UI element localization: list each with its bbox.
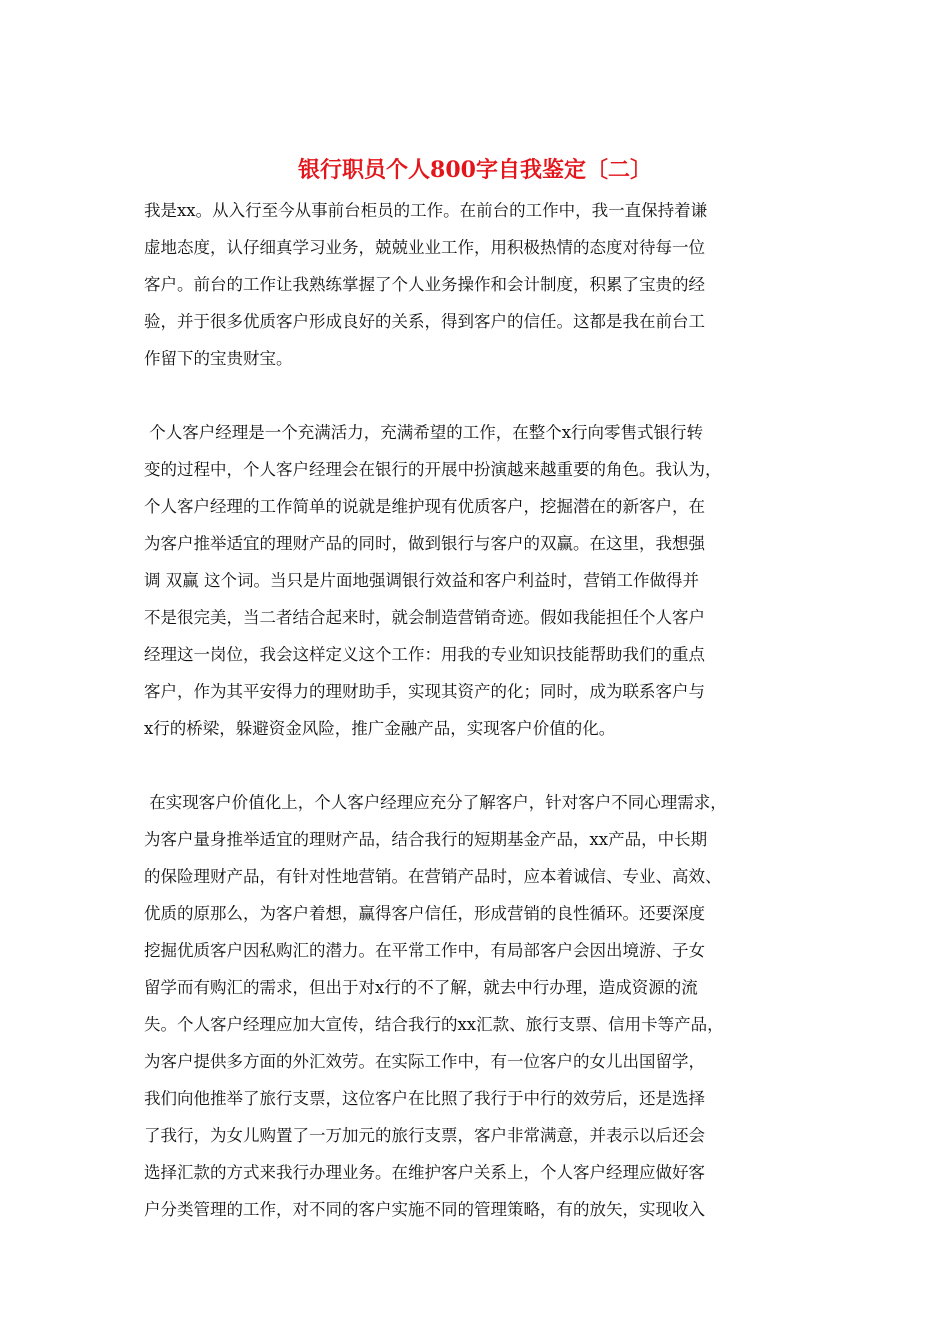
text-line: 个人客户经理是一个充满活力，充满希望的工作，在整个x行向零售式银行转 — [144, 423, 704, 442]
paragraph — [144, 784, 824, 1228]
paragraph-gap — [144, 747, 824, 784]
text-line: 我们向他推举了旅行支票，这位客户在比照了我行于中行的效劳后，还是选择 — [144, 1089, 705, 1108]
text-line: 优质的原那么，为客户着想，赢得客户信任，形成营销的良性循环。还要深度 — [144, 904, 705, 923]
text-line: 了我行，为女儿购置了一万加元的旅行支票，客户非常满意，并表示以后还会 — [144, 1126, 705, 1145]
text-line: 选择汇款的方式来我行办理业务。在维护客户关系上，个人客户经理应做好客 — [144, 1163, 705, 1182]
text-line: 虚地态度，认仔细真学习业务，兢兢业业工作，用积极热情的态度对待每一位 — [144, 238, 705, 257]
text-line: 作留下的宝贵财宝。 — [144, 349, 293, 368]
text-line: 客户。前台的工作让我熟练掌握了个人业务操作和会计制度，积累了宝贵的经 — [144, 275, 705, 294]
text-line: 我是xx。从入行至今从事前台柜员的工作。在前台的工作中，我一直保持着谦 — [144, 201, 708, 220]
paragraph — [144, 192, 824, 377]
text-line: 验，并于很多优质客户形成良好的关系，得到客户的信任。这都是我在前台工 — [144, 312, 705, 331]
text-line: 客户，作为其平安得力的理财助手，实现其资产的化；同时，成为联系客户与 — [144, 682, 705, 701]
text-line: 的保险理财产品，有针对性地营销。在营销产品时，应本着诚信、专业、高效、 — [144, 867, 722, 886]
text-line: 留学而有购汇的需求，但出于对x行的不了解，就去中行办理，造成资源的流 — [144, 978, 698, 997]
text-line: x行的桥梁，躲避资金风险，推广金融产品，实现客户价值的化。 — [144, 719, 616, 738]
text-line: 户分类管理的工作，对不同的客户实施不同的管理策略，有的放矢，实现收入 — [144, 1200, 705, 1219]
text-line: 为客户提供多方面的外汇效劳。在实际工作中，有一位客户的女儿出国留学， — [144, 1052, 705, 1071]
text-line: 变的过程中，个人客户经理会在银行的开展中扮演越来越重要的角色。我认为， — [144, 460, 722, 479]
text-line: 失。个人客户经理应加大宣传，结合我行的xx汇款、旅行支票、信用卡等产品， — [144, 1015, 724, 1034]
text-line: 经理这一岗位，我会这样定义这个工作：用我的专业知识技能帮助我们的重点 — [144, 645, 705, 664]
text-line: 为客户量身推举适宜的理财产品，结合我行的短期基金产品，xx产品，中长期 — [144, 830, 708, 849]
text-line: 个人客户经理的工作简单的说就是维护现有优质客户，挖掘潜在的新客户，在 — [144, 497, 705, 516]
text-line: 挖掘优质客户因私购汇的潜力。在平常工作中，有局部客户会因出境游、子女 — [144, 941, 705, 960]
text-line: 为客户推举适宜的理财产品的同时，做到银行与客户的双赢。在这里，我想强 — [144, 534, 705, 553]
text-line: 调 双赢 这个词。当只是片面地强调银行效益和客户利益时，营销工作做得并 — [144, 571, 699, 590]
text-line: 不是很完美，当二者结合起来时，就会制造营销奇迹。假如我能担任个人客户 — [144, 608, 705, 627]
document-title: 银行职员个人800字自我鉴定〔二〕 — [298, 157, 652, 183]
text-line: 在实现客户价值化上，个人客户经理应充分了解客户，针对客户不同心理需求， — [144, 793, 727, 812]
paragraph — [144, 414, 824, 747]
document-body — [144, 192, 824, 1228]
paragraph-gap — [144, 377, 824, 414]
